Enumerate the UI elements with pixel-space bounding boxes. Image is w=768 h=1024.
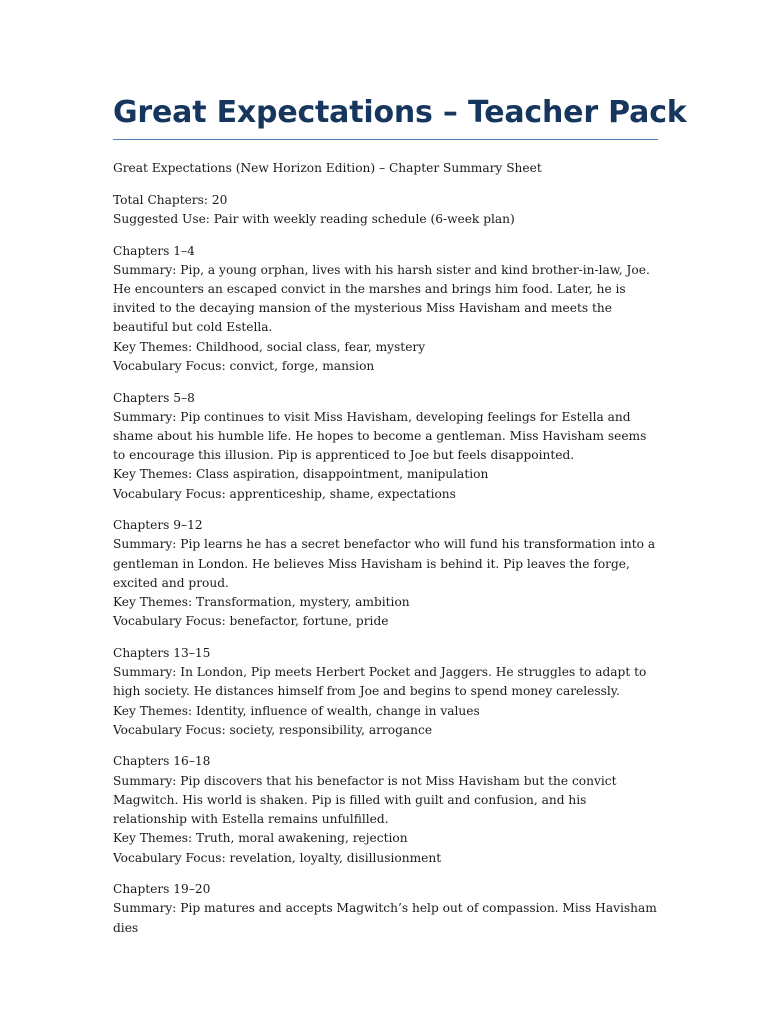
chapter-heading: Chapters 9–12 — [113, 518, 203, 533]
chapter-vocabulary: Vocabulary Focus: convict, forge, mansion — [113, 358, 375, 373]
chapter-summary: Summary: Pip, a young orphan, lives with his harsh sister and kind brother-in-law, Joe. He encounters an escaped convict in the marshes and brings him food. Later, he is invited to the decaying mansion of the mysterious Miss Havisham and meets the beautiful but cold Estella. — [113, 262, 650, 335]
chapter-summary: Summary: Pip learns he has a secret benefactor who will fund his transformation into a gentleman in London. He believes Miss Havisham is behind it. Pip leaves the forge, excited and proud. — [113, 537, 656, 590]
chapter-heading: Chapters 1–4 — [113, 243, 195, 258]
total-chapters: Total Chapters: 20 — [113, 192, 228, 207]
chapter-summary: Summary: Pip matures and accepts Magwitch’s help out of compassion. Miss Havisham dies — [113, 901, 657, 935]
chapter-themes: Key Themes: Class aspiration, disappointment, manipulation — [113, 467, 489, 482]
chapter-heading: Chapters 13–15 — [113, 645, 211, 660]
chapter-section — [113, 880, 658, 938]
suggested-use: Suggested Use: Pair with weekly reading schedule (6-week plan) — [113, 211, 515, 226]
chapter-heading: Chapters 19–20 — [113, 882, 211, 897]
chapter-vocabulary: Vocabulary Focus: society, responsibility, arrogance — [113, 722, 433, 737]
chapter-summary: Summary: Pip discovers that his benefactor is not Miss Havisham but the convict Magwitch. His world is shaken. Pip is filled with guilt and confusion, and his relationship with Estella remains unfulfilled. — [113, 773, 617, 827]
chapter-summary: Summary: In London, Pip meets Herbert Pocket and Jaggers. He struggles to adapt to high society. He distances himself from Joe and begins to spend money carelessly. — [113, 665, 647, 699]
chapter-summary: Summary: Pip continues to visit Miss Havisham, developing feelings for Estella and shame about his humble life. He hopes to become a gentleman. Miss Havisham seems to encourage this illusion. Pip is apprenticed to Joe but feels disappointed. — [113, 409, 647, 463]
chapter-vocabulary: Vocabulary Focus: revelation, loyalty, disillusionment — [113, 850, 442, 865]
chapter-themes: Key Themes: Truth, moral awakening, rejection — [113, 831, 408, 846]
document-content — [113, 93, 687, 950]
chapter-themes: Key Themes: Childhood, social class, fear, mystery — [113, 339, 426, 354]
pack-meta — [113, 191, 658, 229]
chapter-heading: Chapters 16–18 — [113, 754, 211, 769]
chapter-section — [113, 242, 658, 376]
chapter-section — [113, 389, 658, 504]
chapter-vocabulary: Vocabulary Focus: benefactor, fortune, pride — [113, 614, 389, 629]
chapter-section — [113, 644, 658, 740]
chapter-themes: Key Themes: Transformation, mystery, ambition — [113, 595, 410, 610]
chapter-themes: Key Themes: Identity, influence of wealth, change in values — [113, 703, 480, 718]
chapter-vocabulary: Vocabulary Focus: apprenticeship, shame, expectations — [113, 486, 456, 501]
summary-sheet-subtitle: Great Expectations (New Horizon Edition) – Chapter Summary Sheet — [113, 161, 542, 175]
chapter-heading: Chapters 5–8 — [113, 390, 195, 405]
chapter-section — [113, 752, 658, 867]
page-title: Great Expectations – Teacher Pack — [113, 93, 658, 140]
document-body — [113, 159, 658, 938]
chapter-section — [113, 516, 658, 631]
